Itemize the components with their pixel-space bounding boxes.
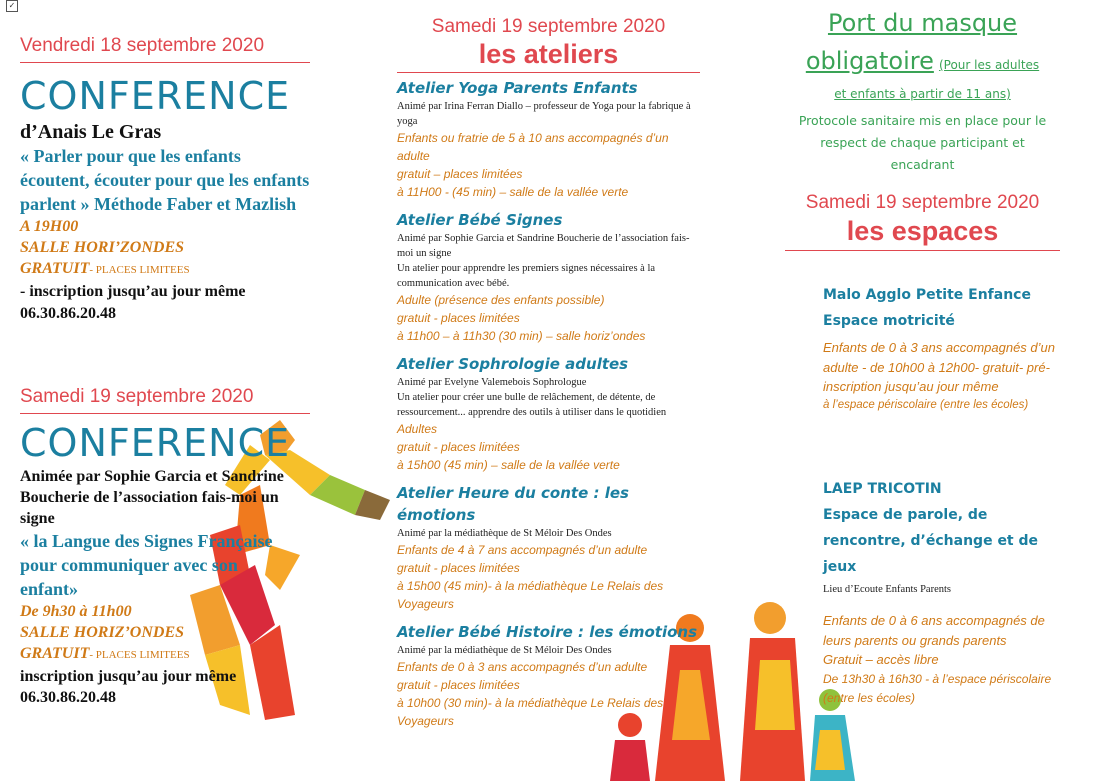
conference-1-registration: - inscription jusqu’au jour même	[20, 283, 246, 300]
atelier-item	[397, 77, 700, 201]
espaces-header	[785, 192, 1060, 251]
mask-line-1: Port du masque	[827, 9, 1018, 37]
atelier-title: Atelier Bébé Signes	[397, 211, 563, 229]
atelier-description: Animé par Sophie Garcia et Sandrine Boucherie de l’association fais-moi un signe	[397, 233, 690, 259]
atelier-info: à 10h00 (30 min)- à la médiathèque Le Relais des Voyageurs	[397, 696, 664, 728]
espace-1-place: à l’espace périscolaire (entre les écoles)	[823, 398, 1029, 411]
conference-2-phone: 06.30.86.20.48	[20, 689, 116, 706]
mask-notice	[785, 4, 1060, 176]
mask-note: (Pour les adultes	[938, 58, 1040, 72]
atelier-info: gratuit - places limitées	[397, 311, 520, 325]
conference-2-topic: « la Langue des Signes Française pour communiquer avec son enfant»	[20, 531, 273, 599]
espace-1	[823, 282, 1060, 414]
atelier-info: Enfants de 4 à 7 ans accompagnés d’un adulte	[397, 543, 648, 557]
espaces-title: les espaces	[785, 214, 1060, 251]
ateliers-title: les ateliers	[397, 38, 700, 73]
atelier-description: Un atelier pour créer une bulle de relâchement, de détente, de ressourcement... apprendre des outils à utiliser dans le quotidien	[397, 392, 667, 418]
atelier-item	[397, 353, 700, 474]
espace-2-place: De 13h30 à 16h30 - à l’espace périscolaire (entre les écoles)	[823, 671, 1052, 705]
right-column	[785, 0, 1060, 705]
mask-line-2: obligatoire	[805, 47, 934, 75]
conference-2-price: GRATUIT	[20, 645, 90, 662]
conference-1-time: A 19H00	[20, 218, 79, 235]
atelier-item	[397, 621, 700, 730]
conference-1-places: - PLACES LIMITEES	[89, 264, 190, 276]
espace-2-subtitle: Lieu d’Ecoute Enfants Parents	[823, 584, 951, 595]
checkbox-icon: ✓	[6, 0, 18, 12]
conference-2-heading: CONFERENCE	[20, 421, 291, 465]
espace-2-price: Gratuit – accès libre	[823, 652, 939, 667]
ateliers-list	[397, 77, 700, 730]
atelier-info: gratuit - places limitées	[397, 561, 520, 575]
espace-2	[823, 476, 1060, 709]
ateliers-header	[397, 16, 700, 73]
atelier-info: Adultes	[397, 422, 438, 436]
atelier-info: gratuit - places limitées	[397, 440, 520, 454]
conference-1	[20, 35, 310, 325]
atelier-description: Animé par la médiathèque de St Méloir Des Ondes	[397, 528, 612, 539]
atelier-info: Enfants de 0 à 3 ans accompagnés d’un adulte	[397, 660, 648, 674]
atelier-info: gratuit – places limitées	[397, 167, 523, 181]
atelier-info: gratuit - places limitées	[397, 678, 520, 692]
atelier-description: Animé par Evelyne Valemebois Sophrologue	[397, 377, 587, 388]
conference-2-time: De 9h30 à 11h00	[20, 603, 132, 620]
conference-2-registration: inscription jusqu’au jour même	[20, 668, 237, 685]
conference-1-room: SALLE HORI’ZONDES	[20, 239, 185, 256]
conference-2-date: Samedi 19 septembre 2020	[20, 386, 310, 414]
mask-line-2-row	[785, 42, 1060, 84]
atelier-title: Atelier Bébé Histoire : les émotions	[397, 623, 697, 641]
conference-1-heading: CONFERENCE	[20, 74, 291, 118]
atelier-item	[397, 482, 700, 613]
conference-1-topic: « Parler pour que les enfants écoutent, écouter pour que les enfants parlent » Méthode Faber et Mazlish	[20, 146, 310, 214]
espace-2-info: Enfants de 0 à 6 ans accompagnés de leurs parents ou grands parents	[823, 613, 1045, 648]
atelier-title: Atelier Heure du conte : les émotions	[397, 484, 629, 524]
atelier-item	[397, 209, 700, 345]
middle-column	[397, 0, 700, 730]
protocol-text: Protocole sanitaire mis en place pour le respect de chaque participant et encadrant	[798, 113, 1047, 172]
mask-note-2: et enfants à partir de 11 ans)	[834, 87, 1011, 101]
conference-2-speaker: Animée par Sophie Garcia et Sandrine Boucherie de l’association fais-moi un signe	[20, 468, 284, 527]
conference-1-date: Vendredi 18 septembre 2020	[20, 35, 310, 63]
espace-1-title-2: Espace motricité	[823, 313, 955, 329]
conference-1-price: GRATUIT	[20, 260, 90, 277]
conference-1-price-line	[20, 258, 310, 281]
conference-2-places: - PLACES LIMITEES	[89, 649, 190, 661]
atelier-info: à 15h00 (45 min)- à la médiathèque Le Relais des Voyageurs	[397, 579, 664, 611]
conference-1-speaker: d’Anais Le Gras	[20, 121, 162, 143]
atelier-info: à 11h00 – à 11h30 (30 min) – salle horiz’ondes	[397, 329, 646, 343]
atelier-title: Atelier Yoga Parents Enfants	[397, 79, 638, 97]
atelier-description: Un atelier pour apprendre les premiers signes nécessaires à la communication avec bébé.	[397, 263, 656, 289]
ateliers-date: Samedi 19 septembre 2020	[431, 16, 666, 37]
atelier-info: à 15h00 (45 min) – salle de la vallée verte	[397, 458, 620, 472]
conference-2-room: SALLE HORIZ’ONDES	[20, 624, 185, 641]
espace-2-title-1: LAEP TRICOTIN	[823, 481, 942, 497]
espace-2-title-2: Espace de parole, de rencontre, d’échange et de jeux	[823, 507, 1039, 575]
espaces-date: Samedi 19 septembre 2020	[805, 192, 1040, 213]
atelier-info: Enfants ou fratrie de 5 à 10 ans accompagnés d’un adulte	[397, 131, 669, 163]
atelier-description: Animé par la médiathèque de St Méloir Des Ondes	[397, 645, 612, 656]
conference-1-phone: 06.30.86.20.48	[20, 305, 116, 322]
conference-2-price-line	[20, 643, 310, 666]
atelier-description: Animé par Irina Ferran Diallo – professeur de Yoga pour la fabrique à yoga	[397, 101, 691, 127]
espace-1-info: Enfants de 0 à 3 ans accompagnés d’un adulte - de 10h00 à 12h00- gratuit- pré-inscription jusqu’au jour même	[823, 340, 1055, 394]
atelier-title: Atelier Sophrologie adultes	[397, 355, 629, 373]
espace-1-title-1: Malo Agglo Petite Enfance	[823, 287, 1031, 303]
atelier-info: Adulte (présence des enfants possible)	[397, 293, 605, 307]
atelier-info: à 11H00 - (45 min) – salle de la vallée verte	[397, 185, 629, 199]
conference-2	[20, 386, 310, 708]
